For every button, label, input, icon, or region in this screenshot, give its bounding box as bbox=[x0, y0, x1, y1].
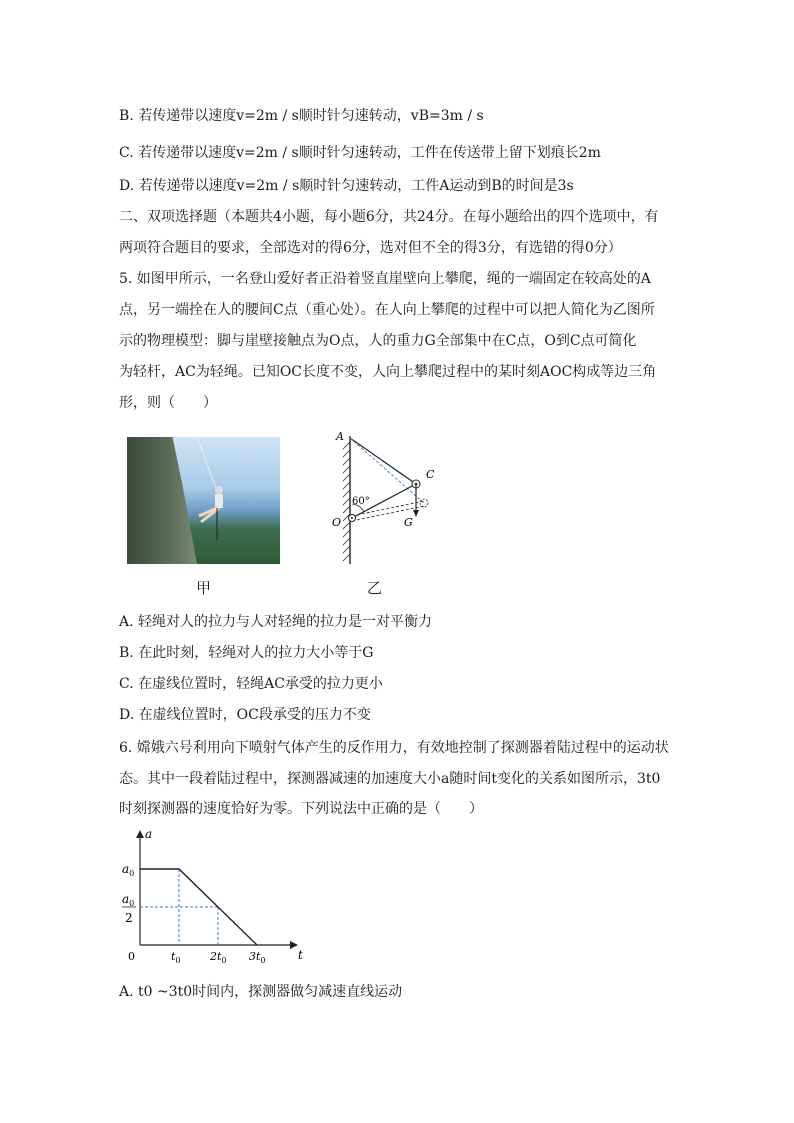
q6-stem-3: 时刻探测器的速度恰好为零。下列说法中正确的是（ ） bbox=[119, 801, 483, 817]
line-d: D. 若传递带以速度v=2m / s顺时针匀速转动，工件A运动到B的时间是3s bbox=[119, 178, 574, 194]
y-axis-label: a bbox=[145, 827, 153, 841]
q5-stem-3: 示的物理模型：脚与崖壁接触点为O点，人的重力G全部集中在C点，O到C点可简化 bbox=[119, 333, 637, 349]
rope-ac bbox=[350, 438, 416, 484]
y-axis-arrow bbox=[136, 830, 144, 838]
caption-jia: 甲 bbox=[196, 579, 212, 597]
q5-stem-1: 5. 如图甲所示，一名登山爱好者正沿着竖直崖壁向上攀爬，绳的一端固定在较高处的A bbox=[119, 271, 651, 287]
q5-stem-2: 点，另一端拴在人的腰间C点（重心处）。在人向上攀爬的过程中可以把人简化为乙图所 bbox=[119, 302, 655, 318]
q5-stem-5: 形，则（ ） bbox=[119, 395, 217, 411]
q6-stem-1: 6. 嫦娥六号利用向下喷射气体产生的反作用力，有效地控制了探测器着陆过程中的运动状 bbox=[119, 740, 669, 756]
climber-figure bbox=[197, 482, 227, 542]
y-tick-label-half-den: 2 bbox=[125, 911, 133, 925]
wall-hatching bbox=[343, 442, 350, 561]
cliff-rock bbox=[127, 437, 197, 564]
q5-option-a: A. 轻绳对人的拉力与人对轻绳的拉力是一对平衡力 bbox=[119, 614, 433, 630]
line-b: B. 若传递带以速度v=2m / s顺时针匀速转动，vB=3m / s bbox=[119, 108, 484, 124]
x-axis-arrow bbox=[290, 941, 298, 949]
climber-photo bbox=[127, 437, 280, 564]
q5-option-b: B. 在此时刻，轻绳对人的拉力大小等于G bbox=[119, 645, 374, 661]
label-angle: 60° bbox=[352, 496, 370, 507]
label-o: O bbox=[332, 516, 342, 529]
q5-stem-4: 为轻杆，AC为轻绳。已知OC长度不变，人向上攀爬过程中的某时刻AOC构成等边三角 bbox=[119, 364, 657, 380]
label-c: C bbox=[426, 468, 435, 481]
x-tick-label: $t_0$ bbox=[171, 950, 181, 965]
label-g: G bbox=[404, 516, 413, 529]
label-a: A bbox=[336, 430, 344, 443]
force-diagram bbox=[330, 428, 440, 568]
q6-option-a: A. t0 ~3t0时间内，探测器做匀减速直线运动 bbox=[119, 984, 403, 1000]
section-heading-2: 两项符合题目的要求，全部选对的得6分，选对但不全的得3分，有选错的得0分） bbox=[119, 240, 622, 256]
x-axis-label: t bbox=[298, 948, 303, 962]
q5-option-d: D. 在虚线位置时，OC段承受的压力不变 bbox=[119, 707, 371, 723]
y-tick-label-a0: $a_0$ bbox=[122, 862, 135, 878]
x-tick-label: $2t_0$ bbox=[210, 950, 227, 965]
q5-option-c: C. 在虚线位置时，轻绳AC承受的拉力更小 bbox=[119, 676, 383, 692]
line-c: C. 若传递带以速度v=2m / s顺时针匀速转动，工件在传送带上留下划痕长2m bbox=[119, 145, 601, 161]
section-heading-1: 二、双项选择题（本题共4小题，每小题6分，共24分。在每小题给出的四个选项中，有 bbox=[119, 209, 659, 225]
q6-stem-2: 态。其中一段着陆过程中，探测器减速的加速度大小a随时间t变化的关系如图所示，3t0 bbox=[119, 771, 661, 787]
x-tick-label: 0 bbox=[128, 950, 135, 963]
y-tick-label-half-num: $a_0$ bbox=[122, 892, 135, 908]
x-tick-label: $3t_0$ bbox=[249, 950, 266, 965]
caption-yi: 乙 bbox=[367, 579, 383, 597]
acceleration-time-chart bbox=[112, 826, 302, 971]
rope-ac-dashed bbox=[350, 438, 424, 503]
